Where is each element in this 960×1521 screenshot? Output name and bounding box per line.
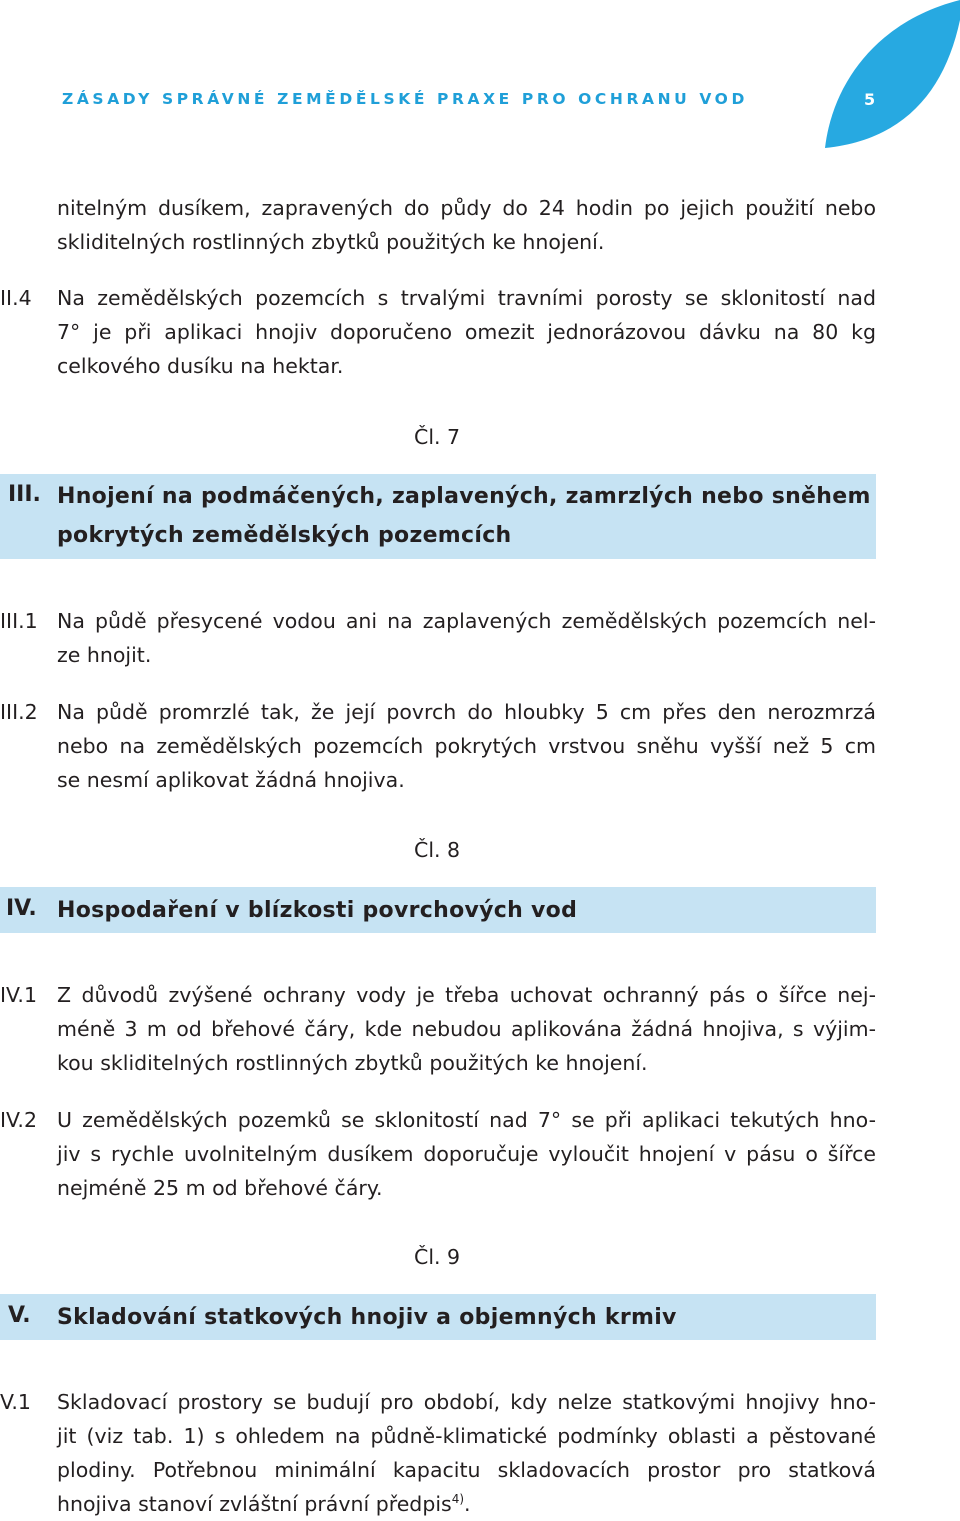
text-line: méně 3 m od břehové čáry, kde nebudou aplikována žádná hnojiva, s výjim- [57, 1017, 876, 1041]
article-heading: Čl. 8 [414, 838, 461, 862]
section-number: V. [8, 1303, 31, 1328]
text-line: plodiny. Potřebnou minimální kapacitu skladovacích prostor pro statková [57, 1458, 876, 1482]
section-number: III. [8, 482, 41, 507]
text-line: Skladovací prostory se budují pro období, kdy nelze statkovými hnojivy hno- [57, 1390, 876, 1414]
text-line: jit (viz tab. 1) s ohledem na půdně-klimatické podmínky oblasti a pěstované [57, 1424, 876, 1448]
clause-text [57, 1103, 876, 1205]
text-line: nebo na zemědělských pozemcích pokrytých vrstvou sněhu vyšší než 5 cm [57, 734, 876, 758]
text-line: skliditelných rostlinných zbytků použitých ke hnojení. [57, 230, 605, 254]
section-title-line: pokrytých zemědělských pozemcích [57, 523, 512, 548]
text-line: nejméně 25 m od břehové čáry. [57, 1176, 383, 1200]
text-line: se nesmí aplikovat žádná hnojiva. [57, 768, 405, 792]
clause-text [57, 1385, 876, 1521]
footnote-reference: 4) [451, 1492, 465, 1507]
continuation-paragraph [57, 191, 876, 259]
text-line: Na zemědělských pozemcích s trvalými travními porosty se sklonitostí nad [57, 286, 876, 310]
clause-number: IV.1 [0, 983, 37, 1007]
section-heading-band [0, 1294, 876, 1340]
text-line-with-footnote [57, 1487, 876, 1521]
clause-number: III.2 [0, 700, 38, 724]
clause-text [57, 281, 876, 383]
section-number: IV. [6, 896, 37, 921]
running-header-title: ZÁSADY SPRÁVNÉ ZEMĚDĚLSKÉ PRAXE PRO OCHRANU VOD [62, 90, 748, 108]
clause-number: III.1 [0, 609, 38, 633]
clause-number: II.4 [0, 286, 32, 310]
section-title-line: Hospodaření v blízkosti povrchových vod [57, 898, 578, 923]
sentence-end: . [464, 1492, 471, 1516]
text-line: Na půdě promrzlé tak, že její povrch do hloubky 5 cm přes den nerozmrzá [57, 700, 876, 724]
text-line: hnojiva stanoví zvláštní právní předpis [57, 1492, 452, 1516]
text-line: 7° je při aplikaci hnojiv doporučeno omezit jednorázovou dávku na 80 kg [57, 320, 876, 344]
section-heading-band [0, 474, 876, 559]
page-number: 5 [864, 90, 876, 109]
leaf-decoration-icon [825, 0, 960, 150]
text-line: U zemědělských pozemků se sklonitostí nad 7° se při aplikaci tekutých hno- [57, 1108, 876, 1132]
text-line: celkového dusíku na hektar. [57, 354, 344, 378]
text-line: jiv s rychle uvolnitelným dusíkem doporučuje vyloučit hnojení v pásu o šířce [57, 1142, 876, 1166]
section-heading-band [0, 887, 876, 933]
text-line: nitelným dusíkem, zapravených do půdy do 24 hodin po jejich použití nebo [57, 196, 876, 220]
section-title-line: Hnojení na podmáčených, zaplavených, zamrzlých nebo sněhem [57, 484, 871, 509]
clause-text [57, 978, 876, 1080]
text-line: Z důvodů zvýšené ochrany vody je třeba uchovat ochranný pás o šířce nej- [57, 983, 876, 1007]
text-line: Na půdě přesycené vodou ani na zaplavených zemědělských pozemcích nel- [57, 609, 876, 633]
section-title-line: Skladování statkových hnojiv a objemných krmiv [57, 1305, 677, 1330]
clause-text [57, 604, 876, 672]
clause-number: V.1 [0, 1390, 31, 1414]
text-line: ze hnojit. [57, 643, 152, 667]
clause-number: IV.2 [0, 1108, 37, 1132]
text-line: kou skliditelných rostlinných zbytků použitých ke hnojení. [57, 1051, 648, 1075]
clause-text [57, 695, 876, 797]
article-heading: Čl. 7 [414, 425, 461, 449]
article-heading: Čl. 9 [414, 1245, 461, 1269]
